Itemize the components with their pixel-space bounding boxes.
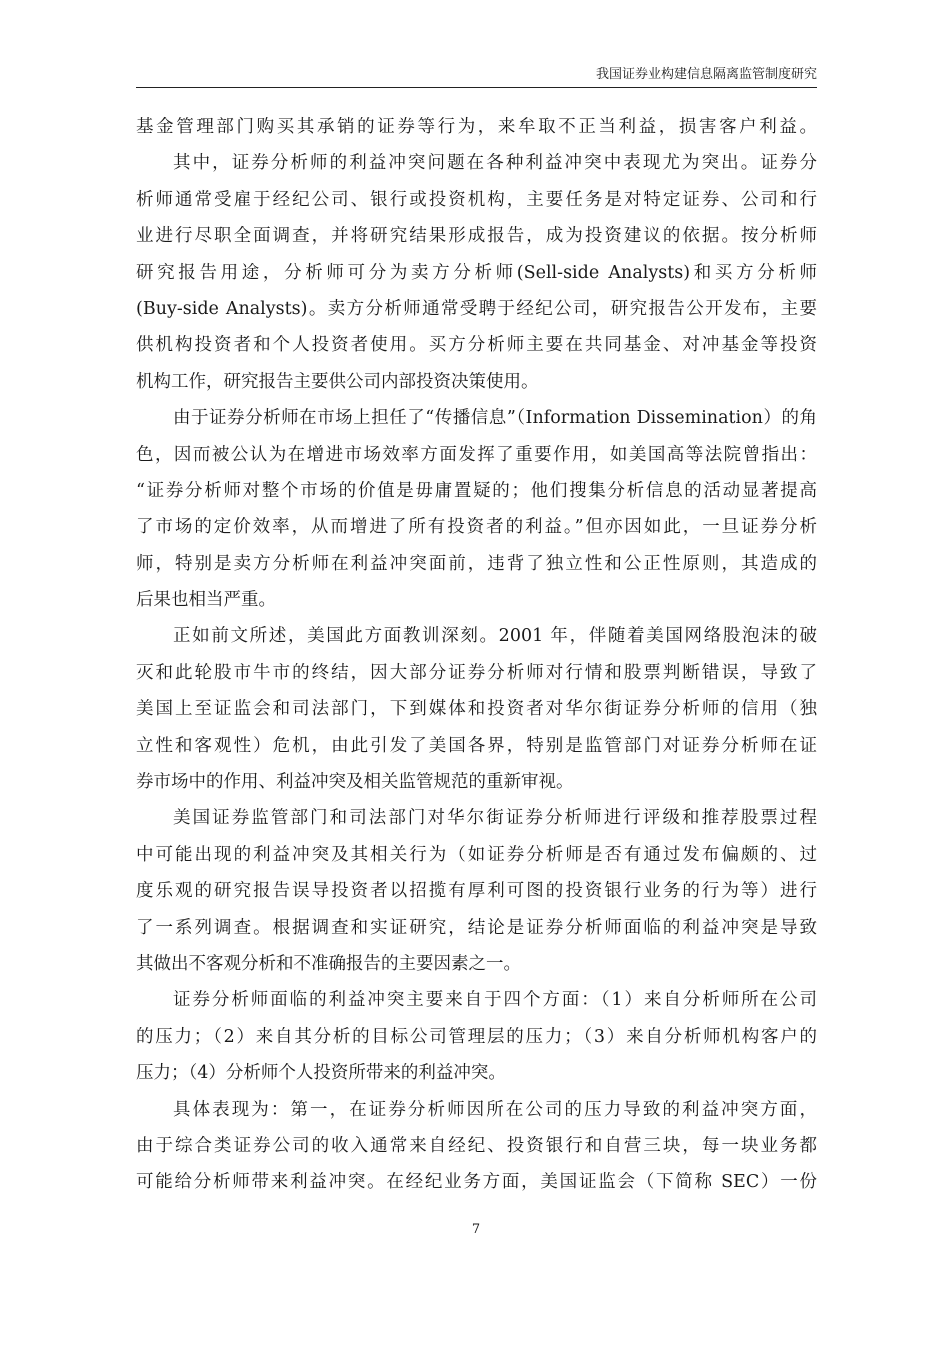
text-line: 机构工作，研究报告主要供公司内部投资决策使用。 xyxy=(136,371,539,392)
text-line: 了一系列调查。根据调查和实证研究，结论是证券分析师面临的利益冲突是导致 xyxy=(136,917,817,938)
text-line: 其中，证券分析师的利益冲突问题在各种利益冲突中表现尤为突出。证券分 xyxy=(173,153,817,174)
text-line: 师，特别是卖方分析师在利益冲突面前，违背了独立性和公正性原则，其造成的 xyxy=(136,553,817,574)
running-header: 我国证券业构建信息隔离监管制度研究 xyxy=(136,66,817,88)
text-line: (Buy-side Analysts)。卖方分析师通常受聘于经纪公司，研究报告公开发布，主要 xyxy=(136,298,817,319)
text-line: 的压力；（2）来自其分析的目标公司管理层的压力；（3）来自分析师机构客户的 xyxy=(136,1026,817,1047)
text-line: 美国上至证监会和司法部门，下到媒体和投资者对华尔街证券分析师的信用（独 xyxy=(136,699,817,720)
text-line: 具体表现为：第一，在证券分析师因所在公司的压力导致的利益冲突方面， xyxy=(173,1099,817,1120)
text-line: 可能给分析师带来利益冲突。在经纪业务方面，美国证监会（下简称 SEC）一份 xyxy=(136,1172,817,1193)
body-text xyxy=(136,109,817,1201)
text-line: 立性和客观性）危机，由此引发了美国各界，特别是监管部门对证券分析师在证 xyxy=(136,735,817,756)
text-line: 析师通常受雇于经纪公司、银行或投资机构，主要任务是对特定证券、公司和行 xyxy=(136,189,817,210)
text-line: 灭和此轮股市牛市的终结，因大部分证券分析师对行情和股票判断错误，导致了 xyxy=(136,662,817,683)
text-line: 券市场中的作用、利益冲突及相关监管规范的重新审视。 xyxy=(136,772,574,793)
text-line: 基金管理部门购买其承销的证券等行为，来牟取不正当利益，损害客户利益。 xyxy=(136,117,817,137)
text-line: 业进行尽职全面调查，并将研究结果形成报告，成为投资建议的依据。按分析师 xyxy=(136,226,817,247)
text-line: “证券分析师对整个市场的价值是毋庸置疑的；他们搜集分析信息的活动显著提高 xyxy=(136,480,817,501)
text-line: 由于综合类证券公司的收入通常来自经纪、投资银行和自营三块，每一块业务都 xyxy=(136,1135,817,1156)
text-line: 中可能出现的利益冲突及其相关行为（如证券分析师是否有通过发布偏颇的、过 xyxy=(136,844,817,865)
text-line: 度乐观的研究报告误导投资者以招揽有厚利可图的投资银行业务的行为等）进行 xyxy=(136,881,817,902)
text-line: 美国证券监管部门和司法部门对华尔街证券分析师进行评级和推荐股票过程 xyxy=(173,808,817,829)
text-line: 正如前文所述，美国此方面教训深刻。2001 年，伴随着美国网络股泡沫的破 xyxy=(173,626,817,647)
text-line: 研究报告用途，分析师可分为卖方分析师(Sell-side Analysts)和买方分析师 xyxy=(136,262,817,283)
text-line: 色，因而被公认为在增进市场效率方面发挥了重要作用，如美国高等法院曾指出： xyxy=(136,444,817,465)
text-line: 了市场的定价效率，从而增进了所有投资者的利益。”但亦因如此，一旦证券分析 xyxy=(136,517,817,538)
text-line: 供机构投资者和个人投资者使用。买方分析师主要在共同基金、对冲基金等投资 xyxy=(136,335,817,356)
text-line: 由于证券分析师在市场上担任了“传播信息”（Information Dissemination）的角 xyxy=(173,408,817,429)
text-line: 其做出不客观分析和不准确报告的主要因素之一。 xyxy=(136,953,521,974)
text-line: 证券分析师面临的利益冲突主要来自于四个方面：（1）来自分析师所在公司 xyxy=(173,990,817,1011)
text-line: 压力；（4）分析师个人投资所带来的利益冲突。 xyxy=(136,1063,506,1084)
text-line: 后果也相当严重。 xyxy=(136,590,276,611)
page-number: 7 xyxy=(471,1222,481,1237)
